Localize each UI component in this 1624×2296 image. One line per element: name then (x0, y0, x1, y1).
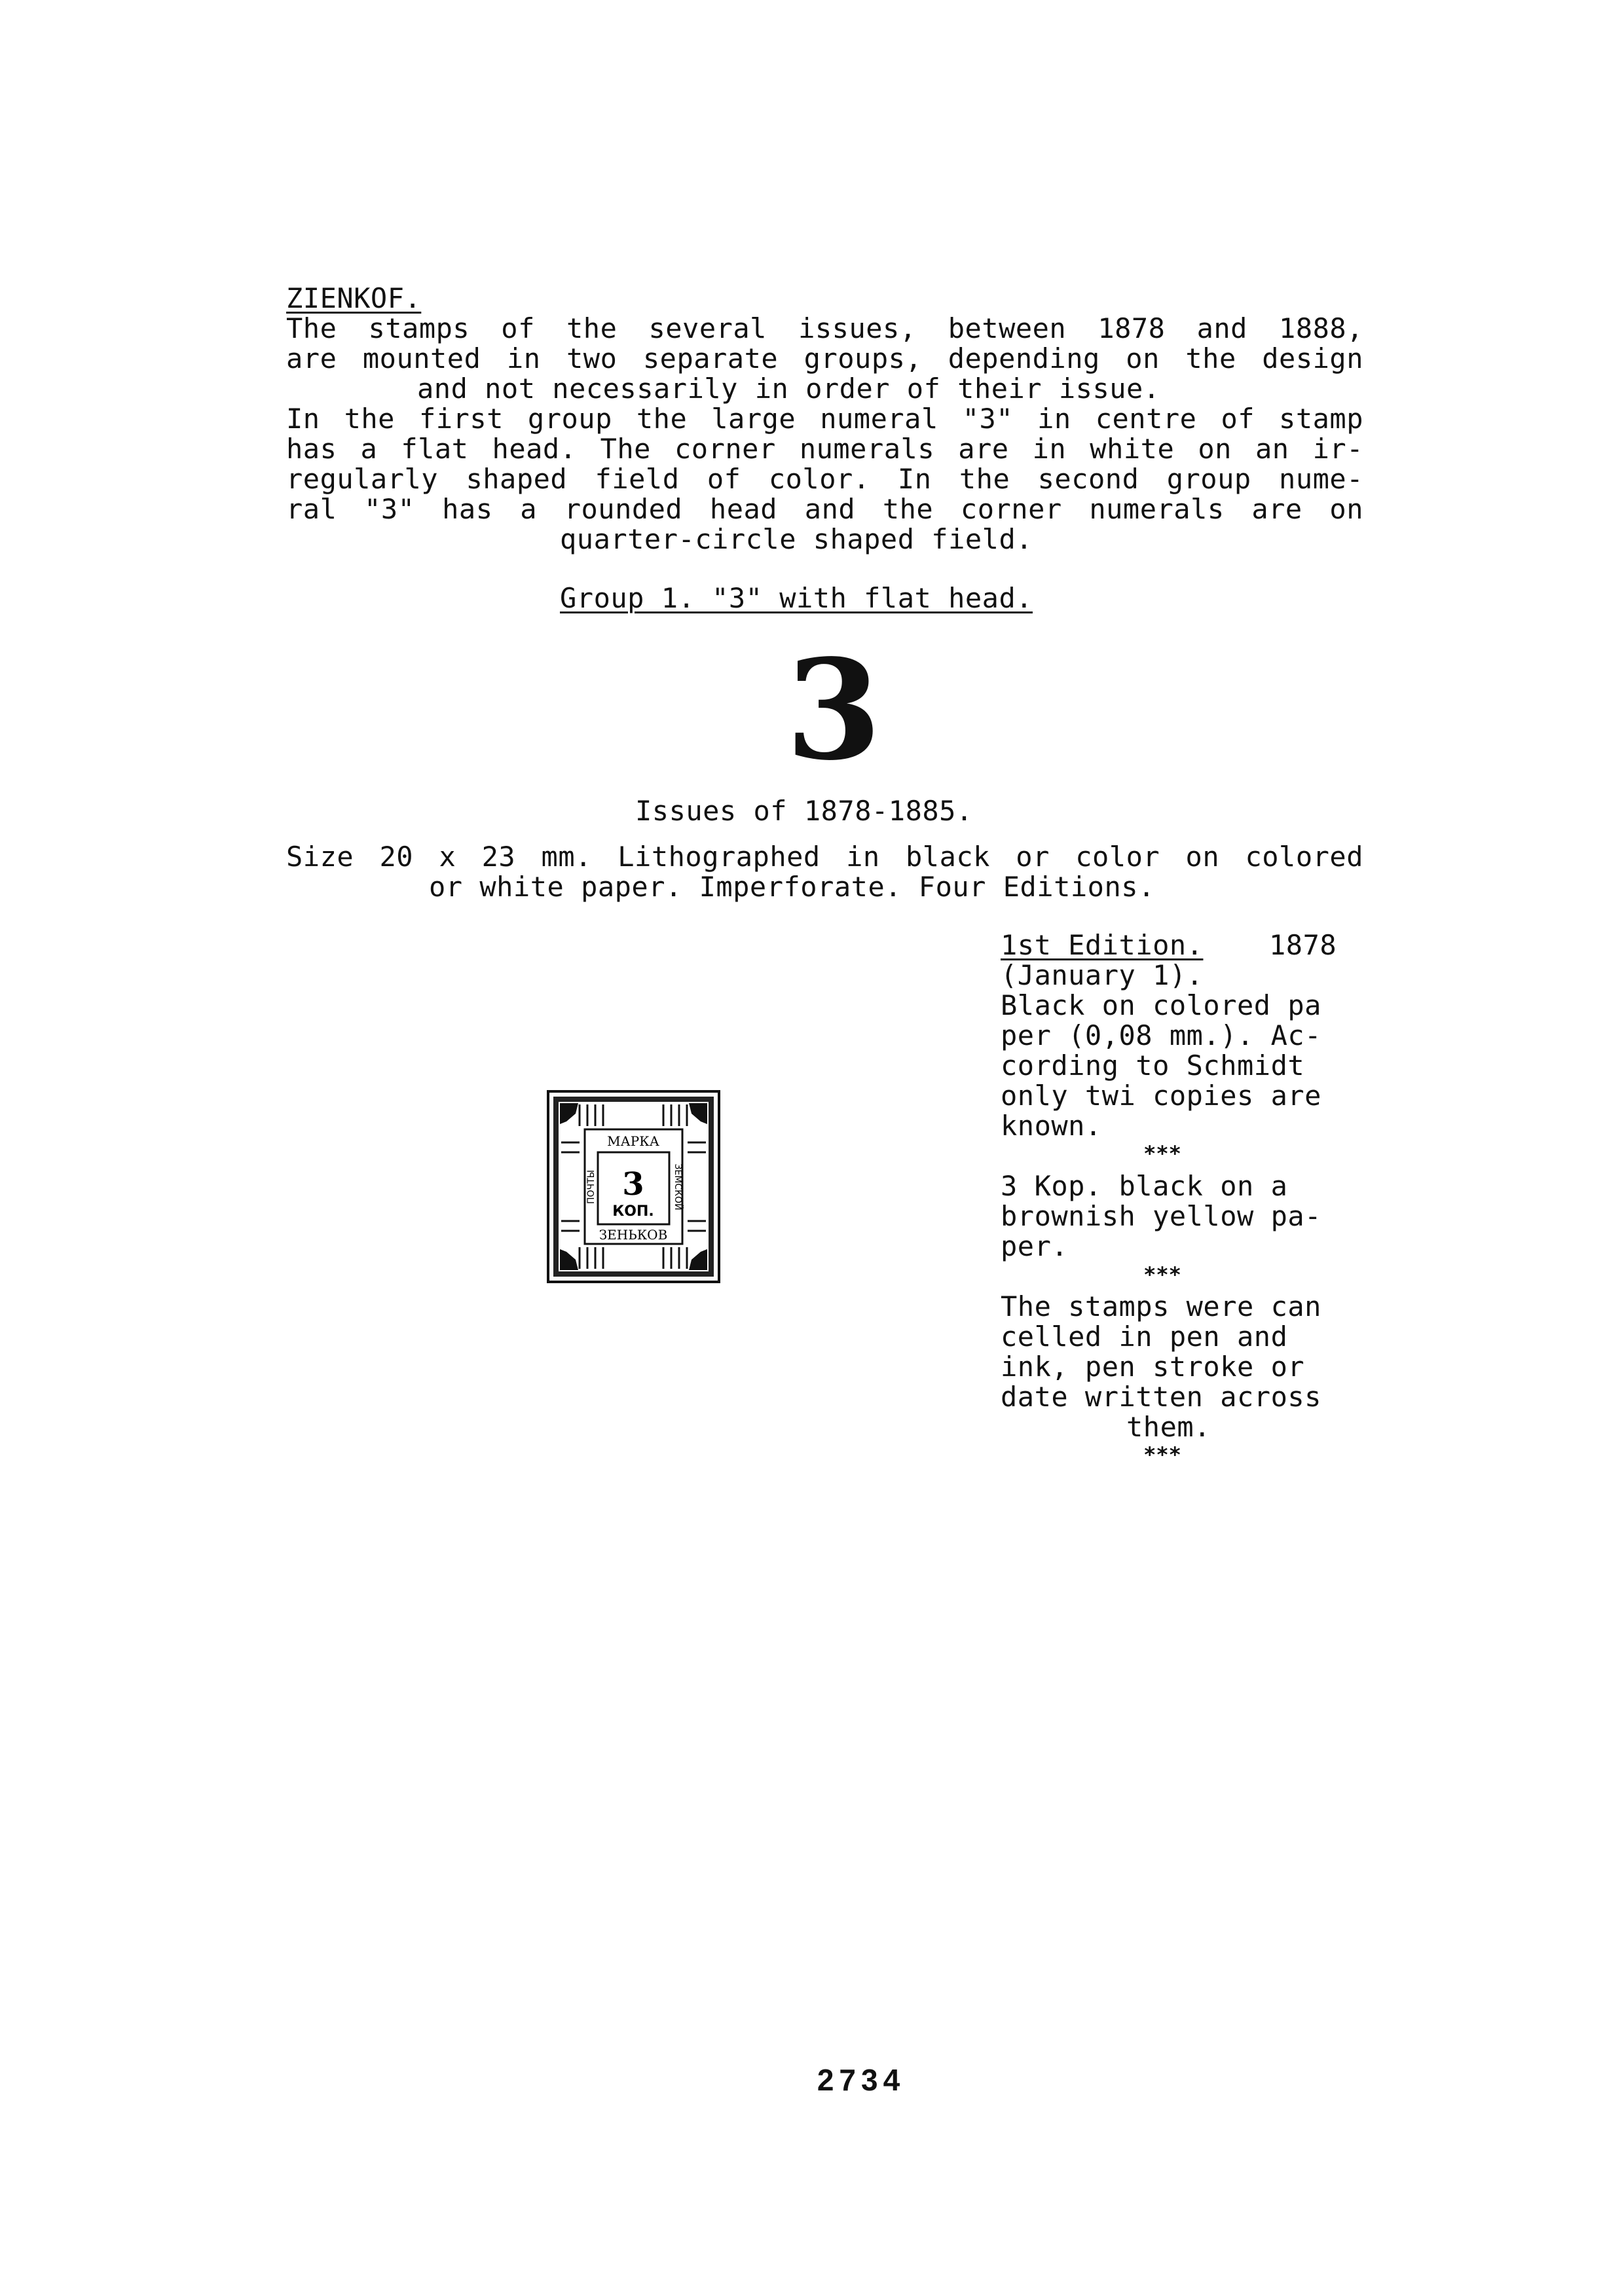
note1-line-3: per. (1001, 1230, 1069, 1262)
intro-line-4: In the first group the large numeral "3" in centre of stamp (286, 403, 1363, 435)
separator-3: *** (1143, 1442, 1181, 1467)
intro-line-8: quarter-circle shaped field. (560, 523, 1033, 555)
separator-1: *** (1143, 1141, 1181, 1166)
note2-line-5: them. (1126, 1411, 1211, 1443)
stamp-left-text: ПОЧТЫ (586, 1169, 597, 1205)
stamp-value: 3 (622, 1166, 644, 1203)
group-heading: Group 1. "3" with flat head. (560, 582, 1033, 614)
page-heading: ZIENKOF. (286, 282, 422, 314)
intro-line-5: has a flat head. The corner numerals are in white on an ir- (286, 433, 1363, 465)
stamp-image (547, 1090, 720, 1283)
intro-line-3: and not necessarily in order of their issue. (417, 373, 1160, 405)
intro-line-2: are mounted in two separate groups, depending on the design (286, 342, 1363, 374)
note2-line-1: The stamps were can (1001, 1290, 1321, 1322)
separator-2: *** (1143, 1262, 1181, 1287)
intro-line-7: ral "3" has a rounded head and the corner numerals are on (286, 493, 1363, 525)
edition-line-5: only twi copies are (1001, 1080, 1321, 1112)
note2-line-3: ink, pen stroke or (1001, 1351, 1305, 1383)
note2-line-2: celled in pen and (1001, 1321, 1288, 1353)
page-number: 2734 (817, 2063, 906, 2097)
note2-line-4: date written across (1001, 1381, 1321, 1413)
note1-line-2: brownish yellow pa- (1001, 1200, 1321, 1232)
edition-line-3: per (0,08 mm.). Ac- (1001, 1019, 1321, 1051)
size-line-2: or white paper. Imperforate. Four Editions. (429, 871, 1155, 903)
intro-line-6: regularly shaped field of color. In the second group nume- (286, 463, 1363, 495)
stamp-right-text: ЗЕМСКОЙ (673, 1163, 683, 1211)
edition-year: 1878 (1269, 929, 1337, 961)
stamp-top-text: МАРКА (607, 1133, 659, 1149)
stamp-unit: КОП. (612, 1203, 654, 1220)
size-line-1: Size 20 x 23 mm. Lithographed in black or color on colored (286, 841, 1363, 873)
edition-line-6: known. (1001, 1110, 1102, 1142)
edition-line-4: cording to Schmidt (1001, 1049, 1305, 1082)
edition-line-2: Black on colored pa (1001, 989, 1321, 1021)
large-numeral-3: 3 (786, 629, 882, 791)
edition-title: 1st Edition. (1001, 929, 1204, 961)
edition-line-1: (January 1). (1001, 959, 1204, 991)
intro-line-1: The stamps of the several issues, between 1878 and 1888, (286, 312, 1363, 344)
note1-line-1: 3 Kop. black on a (1001, 1170, 1288, 1202)
issues-line: Issues of 1878-1885. (635, 795, 973, 827)
stamp-bottom-text: ЗЕНЬКОВ (599, 1227, 668, 1243)
